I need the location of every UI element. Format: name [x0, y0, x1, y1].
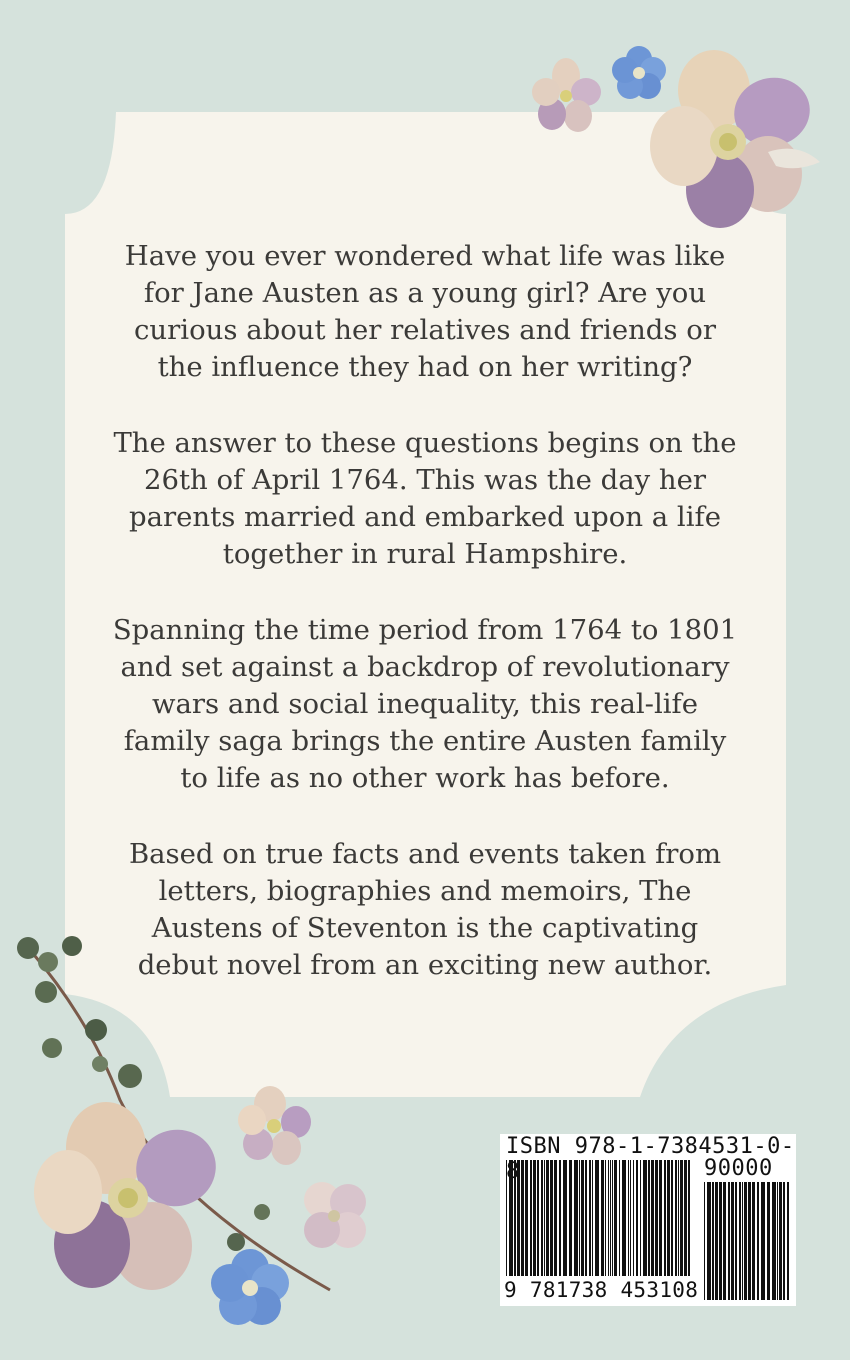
- barcode-bar: [712, 1182, 714, 1300]
- barcode-bar: [739, 1182, 741, 1300]
- barcode-bar: [719, 1182, 722, 1300]
- barcode-bar: [748, 1182, 751, 1300]
- barcode-bar: [787, 1182, 789, 1300]
- blurb-paragraph-3: Spanning the time period from 1764 to 1801 and set against a backdrop of revolutionary wars and social inequality, this real-life family saga brings the entire Austen family to life as no other work has before.: [112, 614, 738, 794]
- barcode-bar: [757, 1182, 759, 1300]
- pressed-flower-icon: [34, 1102, 227, 1290]
- barcode-bar: [704, 1182, 705, 1300]
- isbn-label: ISBN 978-1-7384531-0-8: [506, 1134, 795, 1184]
- barcode-bar: [767, 1182, 770, 1300]
- barcode-bar: [772, 1182, 776, 1300]
- blurb-paragraph-1: Have you ever wondered what life was like for Jane Austen as a young girl? Are you curious about her relatives and friends or the influence they had on her writing?: [124, 240, 726, 383]
- barcode-bar: [752, 1182, 755, 1300]
- barcode-bar: [761, 1182, 765, 1300]
- isbn-barcode: [500, 1134, 796, 1306]
- pressed-flower-icon: [238, 1086, 311, 1165]
- pressed-flower-icon: [304, 1182, 366, 1248]
- barcode-bar: [723, 1182, 726, 1300]
- barcode-digits: 9 781738 453108: [504, 1278, 699, 1302]
- blurb-paragraph-2: The answer to these questions begins on the 26th of April 1764. This was the day her parents married and embarked upon a life together in rural Hampshire.: [113, 427, 737, 570]
- barcode-bar: [707, 1182, 711, 1300]
- barcode-bar: [742, 1182, 743, 1300]
- blue-forget-me-not-icon: [211, 1249, 289, 1325]
- barcode-bar: [777, 1182, 778, 1300]
- barcode-bar: [715, 1182, 718, 1300]
- blurb-paragraph-4: Based on true facts and events taken from letters, biographies and memoirs, The Austens of Steventon is the captivating debut novel from an exciting new author.: [128, 838, 722, 981]
- barcode-bar: [728, 1182, 730, 1300]
- barcode-bar: [731, 1182, 734, 1300]
- barcode-bar: [735, 1182, 737, 1300]
- barcode-addon-price: 90000: [704, 1156, 773, 1181]
- barcode-bar: [783, 1182, 785, 1300]
- barcode-bar: [744, 1182, 747, 1300]
- barcode-bar: [779, 1182, 782, 1300]
